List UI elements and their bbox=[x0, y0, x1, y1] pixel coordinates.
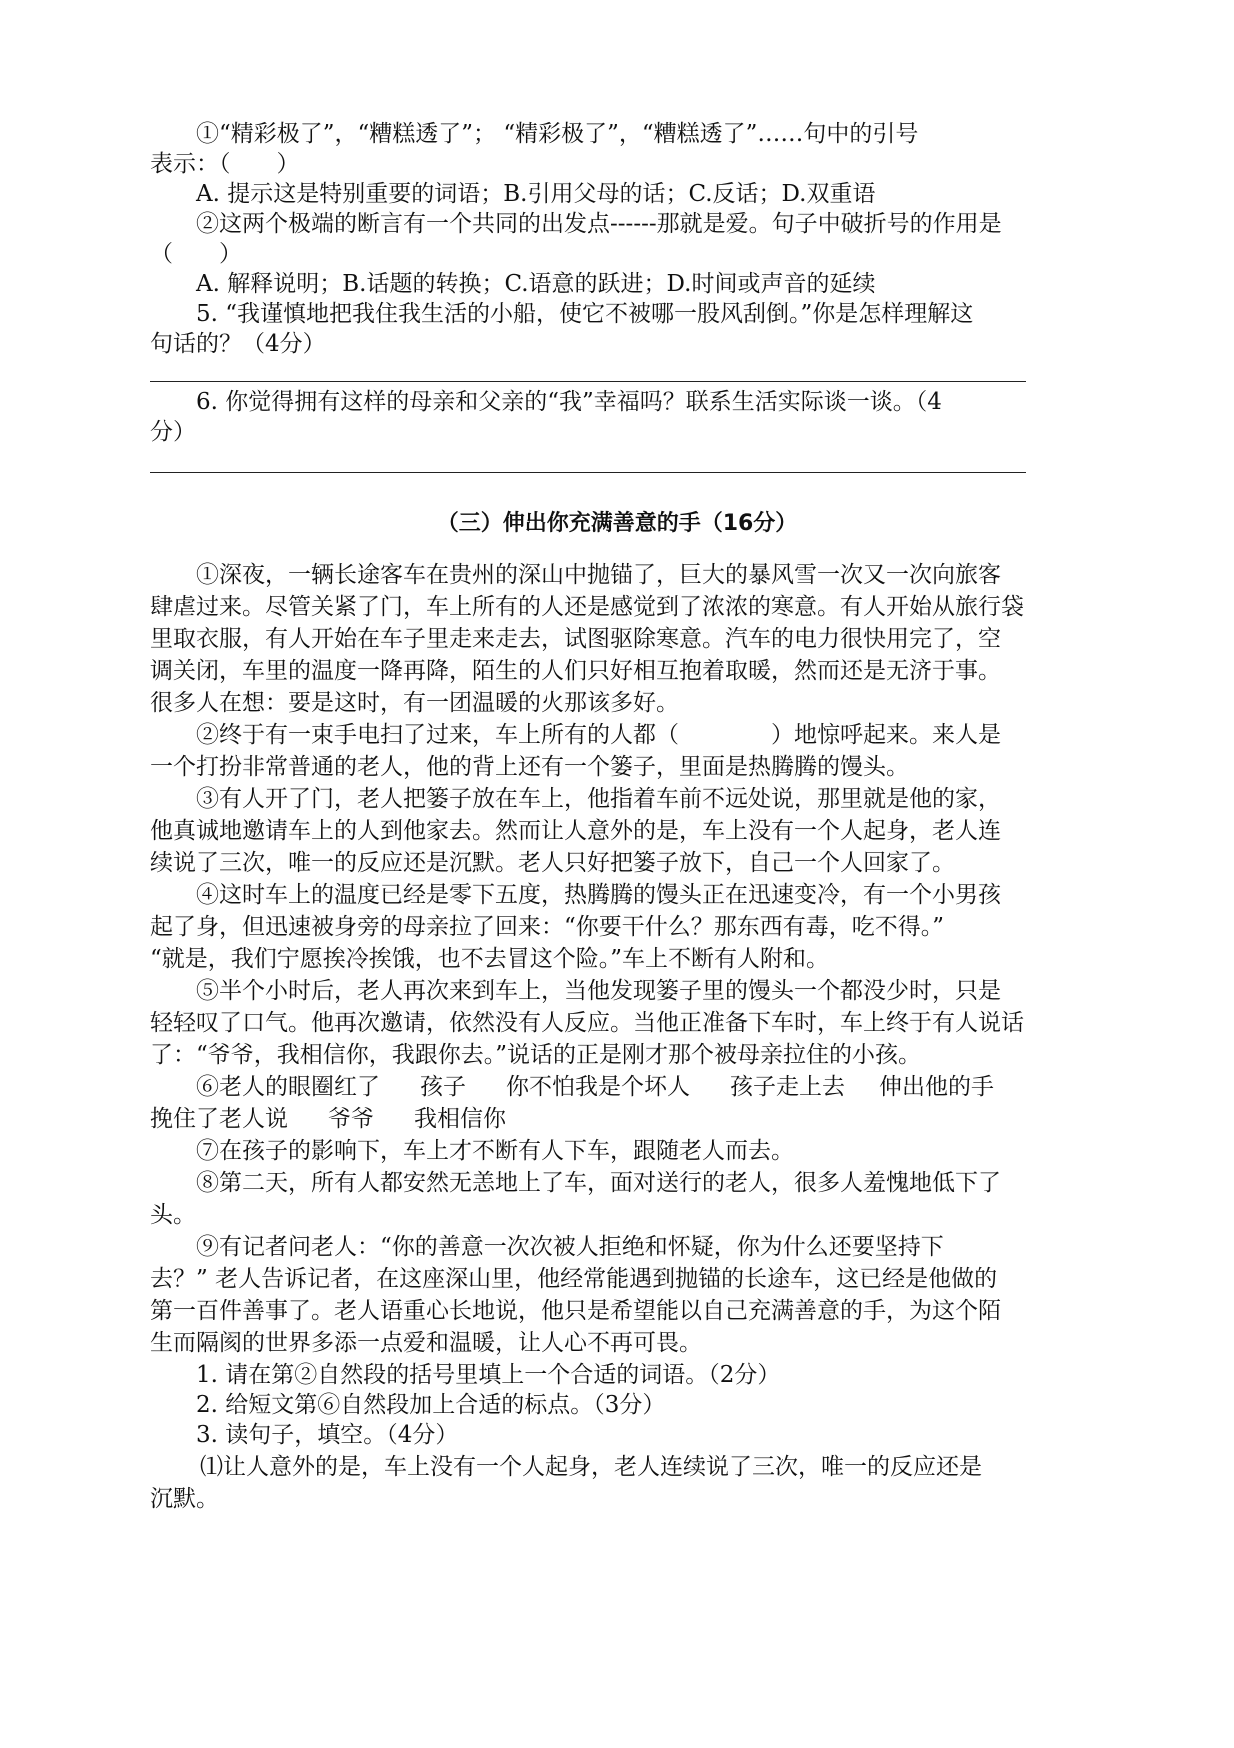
passage-line: 头。 bbox=[150, 1202, 196, 1228]
paragraph-6-line2 bbox=[150, 1103, 506, 1136]
passage-line: ⑧第二天，所有人都安然无恙地上了车，面对送行的老人，很多人羞愧地低下了 bbox=[196, 1170, 1001, 1196]
p6-segment: 伸出他的手 bbox=[879, 1074, 994, 1100]
passage-line: 起了身，但迅速被身旁的母亲拉了回来：“你要干什么？那东西有毒，吃不得。” bbox=[150, 914, 945, 940]
passage-line: ②终于有一束手电扫了过来，车上所有的人都（ ）地惊呼起来。来人是 bbox=[196, 722, 1001, 748]
question-2: 2. 给短文第⑥自然段加上合适的标点。（3分） bbox=[196, 1392, 666, 1418]
passage-line: 生而隔阂的世界多添一点爱和温暖，让人心不再可畏。 bbox=[150, 1330, 702, 1356]
p6-segment: 孩子走上去 bbox=[730, 1074, 845, 1100]
question-1: 1. 请在第②自然段的括号里填上一个合适的词语。（2分） bbox=[196, 1362, 781, 1388]
p6-segment: ⑥老人的眼圈红了 bbox=[196, 1074, 380, 1100]
question-4-1-options: A. 提示这是特别重要的词语；B.引用父母的话；C.反话；D.双重语 bbox=[196, 181, 876, 207]
question-3-1-line2: 沉默。 bbox=[150, 1486, 219, 1512]
passage-line: 轻轻叹了口气。他再次邀请，依然没有人反应。当他正准备下车时，车上终于有人说话 bbox=[150, 1010, 1024, 1036]
section-title: （三）伸出你充满善意的手（16分） bbox=[436, 511, 798, 536]
p6-segment: 我相信你 bbox=[414, 1106, 506, 1132]
passage-line: ⑦在孩子的影响下，车上才不断有人下车，跟随老人而去。 bbox=[196, 1138, 794, 1164]
passage-line: 肆虐过来。尽管关紧了门，车上所有的人还是感觉到了浓浓的寒意。有人开始从旅行袋 bbox=[150, 594, 1024, 620]
passage-line: ④这时车上的温度已经是零下五度，热腾腾的馒头正在迅速变冷，有一个小男孩 bbox=[196, 882, 1001, 908]
passage-line: 一个打扮非常普通的老人，他的背上还有一个篓子，里面是热腾腾的馒头。 bbox=[150, 754, 909, 780]
p6-segment: 爷爷 bbox=[328, 1106, 374, 1132]
question-5-line2: 句话的？（4分） bbox=[150, 331, 326, 357]
passage-line: 他真诚地邀请车上的人到他家去。然而让人意外的是，车上没有一个人起身，老人连 bbox=[150, 818, 1001, 844]
question-4-1-line1: ①“精彩极了”，“糟糕透了”； “精彩极了”，“糟糕透了”……句中的引号 bbox=[196, 121, 919, 147]
passage-line: ①深夜，一辆长途客车在贵州的深山中抛锚了，巨大的暴风雪一次又一次向旅客 bbox=[196, 562, 1001, 588]
question-3: 3. 读句子，填空。（4分） bbox=[196, 1422, 459, 1448]
question-4-1-line2: 表示：（ ） bbox=[150, 151, 300, 177]
question-4-2-line2: （ ） bbox=[150, 241, 242, 267]
passage-line: “就是，我们宁愿挨冷挨饿，也不去冒这个险。”车上不断有人附和。 bbox=[150, 946, 830, 972]
passage-line: ⑨有记者问老人：“你的善意一次次被人拒绝和怀疑，你为什么还要坚持下 bbox=[196, 1234, 944, 1260]
passage-line: 第一百件善事了。老人语重心长地说，他只是希望能以自己充满善意的手，为这个陌 bbox=[150, 1298, 1001, 1324]
paragraph-6-line1 bbox=[196, 1071, 994, 1104]
question-4-2-options: A. 解释说明；B.话题的转换；C.语意的跃进；D.时间或声音的延续 bbox=[196, 271, 876, 297]
question-3-1-line1: ⑴让人意外的是，车上没有一个人起身，老人连续说了三次，唯一的反应还是 bbox=[200, 1454, 982, 1480]
passage-line: 很多人在想：要是这时，有一团温暖的火那该多好。 bbox=[150, 690, 679, 716]
question-5-line1: 5. “我谨慎地把我住我生活的小船，使它不被哪一股风刮倒。”你是怎样理解这 bbox=[196, 301, 974, 327]
passage-line: 去？” 老人告诉记者，在这座深山里，他经常能遇到抛锚的长途车，这已经是他做的 bbox=[150, 1266, 998, 1292]
question-6-line2: 分） bbox=[150, 419, 196, 445]
question-5-answer-line[interactable] bbox=[150, 381, 1026, 382]
passage-line: 里取衣服，有人开始在车子里走来走去，试图驱除寒意。汽车的电力很快用完了，空 bbox=[150, 626, 1001, 652]
passage-line: 了：“爷爷，我相信你，我跟你去。”说话的正是刚才那个被母亲拉住的小孩。 bbox=[150, 1042, 922, 1068]
p6-segment: 孩子 bbox=[420, 1074, 466, 1100]
passage-line: ③有人开了门，老人把篓子放在车上，他指着车前不远处说，那里就是他的家， bbox=[196, 786, 1001, 812]
question-6-answer-line[interactable] bbox=[150, 472, 1026, 473]
question-4-2-line1: ②这两个极端的断言有一个共同的出发点------那就是爱。句子中破折号的作用是 bbox=[196, 211, 1002, 237]
passage-line: ⑤半个小时后，老人再次来到车上，当他发现篓子里的馒头一个都没少时，只是 bbox=[196, 978, 1001, 1004]
question-6-line1: 6. 你觉得拥有这样的母亲和父亲的“我”幸福吗？联系生活实际谈一谈。（4 bbox=[196, 389, 942, 415]
p6-segment: 挽住了老人说 bbox=[150, 1106, 288, 1132]
passage-line: 续说了三次，唯一的反应还是沉默。老人只好把篓子放下，自己一个人回家了。 bbox=[150, 850, 955, 876]
p6-segment: 你不怕我是个坏人 bbox=[506, 1074, 690, 1100]
passage-line: 调关闭，车里的温度一降再降，陌生的人们只好相互抱着取暖，然而还是无济于事。 bbox=[150, 658, 1001, 684]
